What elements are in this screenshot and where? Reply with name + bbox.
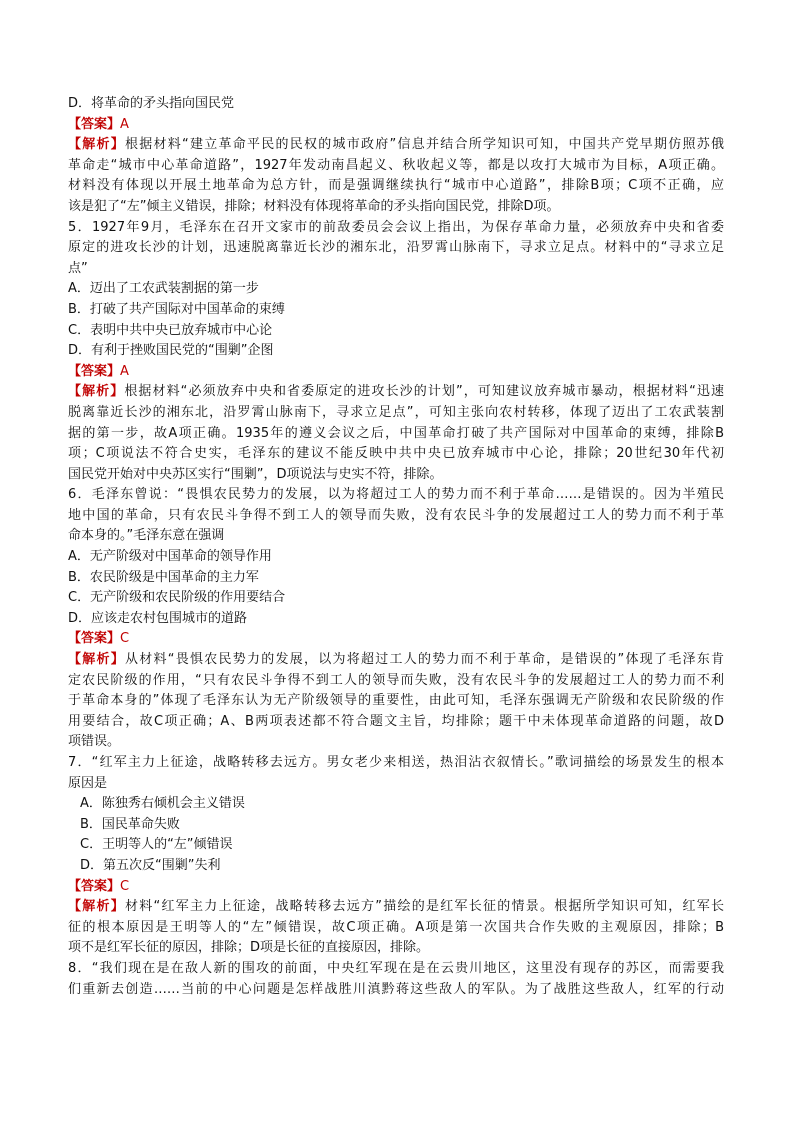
option-a: A．无产阶级对中国革命的领导作用 xyxy=(68,549,272,565)
analysis-label: 【解析】 xyxy=(68,137,126,153)
analysis-line: 国民党开始对中央苏区实行“围剿”，D项说法与史实不符，排除。 xyxy=(68,466,443,482)
option-a: A．陈独秀右倾机会主义错误 xyxy=(80,796,245,812)
answer-value: A xyxy=(120,363,129,379)
question-stem-line: 6．毛泽东曾说：“畏惧农民势力的发展，以为将超过工人的势力而不利于革命……是错误的。因为半殖民 xyxy=(68,487,724,503)
analysis-line: 据的第一步，故A项正确。1935年的遵义会议之后，中国革命打破了共产国际对中国革命的束缚，排除B xyxy=(68,425,724,441)
analysis-line xyxy=(68,650,724,671)
analysis-label: 【解析】 xyxy=(68,384,125,400)
analysis-text: 根据材料“建立革命平民的民权的城市政府”信息并结合所学知识可知，中国共产党早期仿照苏俄 xyxy=(125,137,724,153)
answer-label: 【答案】 xyxy=(68,878,121,894)
option-b: B．打破了共产国际对中国革命的束缚 xyxy=(68,301,285,317)
question-5 xyxy=(68,218,724,486)
question-8 xyxy=(68,959,724,1000)
analysis-line: 材料没有体现以开展土地革命为总方针，而是强调继续执行“城市中心道路”，排除B项；C项不正确，应 xyxy=(68,178,724,194)
analysis-line: 于革命本身的”体现了毛泽东认为无产阶级领导的重要性，由此可知，毛泽东强调无产阶级和农民阶级的作 xyxy=(68,693,724,709)
question-4-tail xyxy=(68,94,724,218)
analysis-line: 脱离靠近长沙的湘东北，沿罗霄山脉南下，寻求立足点”，可知主张向农村转移，体现了迈出了工农武装割 xyxy=(68,404,724,420)
question-stem-line: 7．“红军主力上征途，战略转移去远方。男女老少来相送，热泪沾衣叙情长。”歌词描绘的场景发生的根本 xyxy=(68,755,724,770)
analysis-line: 项不是红军长征的原因，排除；D项是长征的直接原因，排除。 xyxy=(68,940,430,956)
analysis-line: 征的根本原因是王明等人的“左”倾错误，故C项正确。A项是第一次国共合作失败的主观原因，排除；B xyxy=(68,919,724,935)
analysis-line: 项；C项说法不符合史实，毛泽东的建议不能反映中共中央已放弃城市中心论，排除；20世纪30年代初 xyxy=(68,446,724,462)
analysis-text: 从材料“畏惧农民势力的发展，以为将超过工人的势力而不利于革命，是错误的”体现了毛泽东肯 xyxy=(125,652,724,668)
analysis-line: 项错误。 xyxy=(68,734,121,750)
option-b: B．国民革命失败 xyxy=(80,816,180,832)
option-d: D．应该走农村包围城市的道路 xyxy=(68,610,248,626)
answer-label: 【答案】 xyxy=(68,631,121,647)
question-stem-line: 命本身的。”毛泽东意在强调 xyxy=(68,528,225,544)
answer-line xyxy=(68,115,724,136)
answer-line xyxy=(68,362,724,383)
option-c: C．无产阶级和农民阶级的作用要结合 xyxy=(68,590,286,606)
option-d: D．有利于挫败国民党的“围剿”企图 xyxy=(68,343,274,359)
question-stem-line: 5．1927年9月，毛泽东在召开文家市的前敌委员会会议上指出，为保存革命力量，必须放弃中央和省委 xyxy=(68,219,724,235)
question-stem-line: 原因是 xyxy=(68,775,108,791)
analysis-line xyxy=(68,135,724,156)
analysis-line: 革命走“城市中心革命道路”，1927年发动南昌起义、秋收起义等，都是以攻打大城市为目标，A项正确。 xyxy=(68,157,724,173)
answer-line xyxy=(68,877,724,898)
option-a: A．迈出了工农武装割据的第一步 xyxy=(68,281,259,297)
answer-value: C xyxy=(120,878,130,894)
answer-label: 【答案】 xyxy=(68,363,121,379)
option-c: C．表明中共中央已放弃城市中心论 xyxy=(68,322,273,338)
answer-value: C xyxy=(120,631,130,647)
analysis-text: 根据材料“必须放弃中央和省委原定的进攻长沙的计划”，可知建议放弃城市暴动，根据材料“迅速 xyxy=(124,384,724,400)
answer-label: 【答案】 xyxy=(68,116,121,132)
question-6 xyxy=(68,485,724,753)
analysis-line xyxy=(68,382,724,403)
analysis-line: 定农民阶级的作用，“只有农民斗争得不到工人的领导而失败，没有农民斗争的发展超过工人的势力而不利 xyxy=(68,672,724,688)
analysis-label: 【解析】 xyxy=(68,899,126,915)
analysis-label: 【解析】 xyxy=(68,652,126,668)
question-stem-line: 点” xyxy=(68,260,88,276)
question-7 xyxy=(68,753,724,959)
option-d: D．第五次反“围剿”失利 xyxy=(80,857,221,873)
answer-value: A xyxy=(120,116,129,132)
question-stem-line: 原定的进攻长沙的计划，迅速脱离靠近长沙的湘东北，沿罗霄山脉南下，寻求立足点。材料中的“寻求立足 xyxy=(68,240,724,256)
option-c: C．王明等人的“左”倾错误 xyxy=(80,837,233,853)
option-b: B．农民阶级是中国革命的主力军 xyxy=(68,569,259,585)
analysis-line xyxy=(68,897,724,918)
question-stem-line: 地中国的革命，只有农民斗争得不到工人的领导而失败，没有农民斗争的发展超过工人的势力而不利于革 xyxy=(68,507,724,523)
question-stem-line: 们重新去创造……当前的中心问题是怎样战胜川滇黔蒋这些敌人的军队。为了战胜这些敌人，红军的行动 xyxy=(68,981,724,997)
analysis-line: 用要结合，故C项正确；A、B两项表述都不符合题文主旨，均排除；题干中未体现革命道路的问题，故D xyxy=(68,713,724,729)
analysis-line: 该是犯了“左”倾主义错误，排除；材料没有体现将革命的矛头指向国民党，排除D项。 xyxy=(68,198,560,214)
option-d: D．将革命的矛头指向国民党 xyxy=(68,96,235,111)
analysis-text: 材料“红军主力上征途，战略转移去远方”描绘的是红军长征的情景。根据所学知识可知，红军长 xyxy=(125,899,724,915)
question-stem-line: 8．“我们现在是在敌人新的围攻的前面，中央红军现在是在云贵川地区，这里没有现存的苏区，而需要我 xyxy=(68,960,724,976)
answer-line xyxy=(68,629,724,650)
